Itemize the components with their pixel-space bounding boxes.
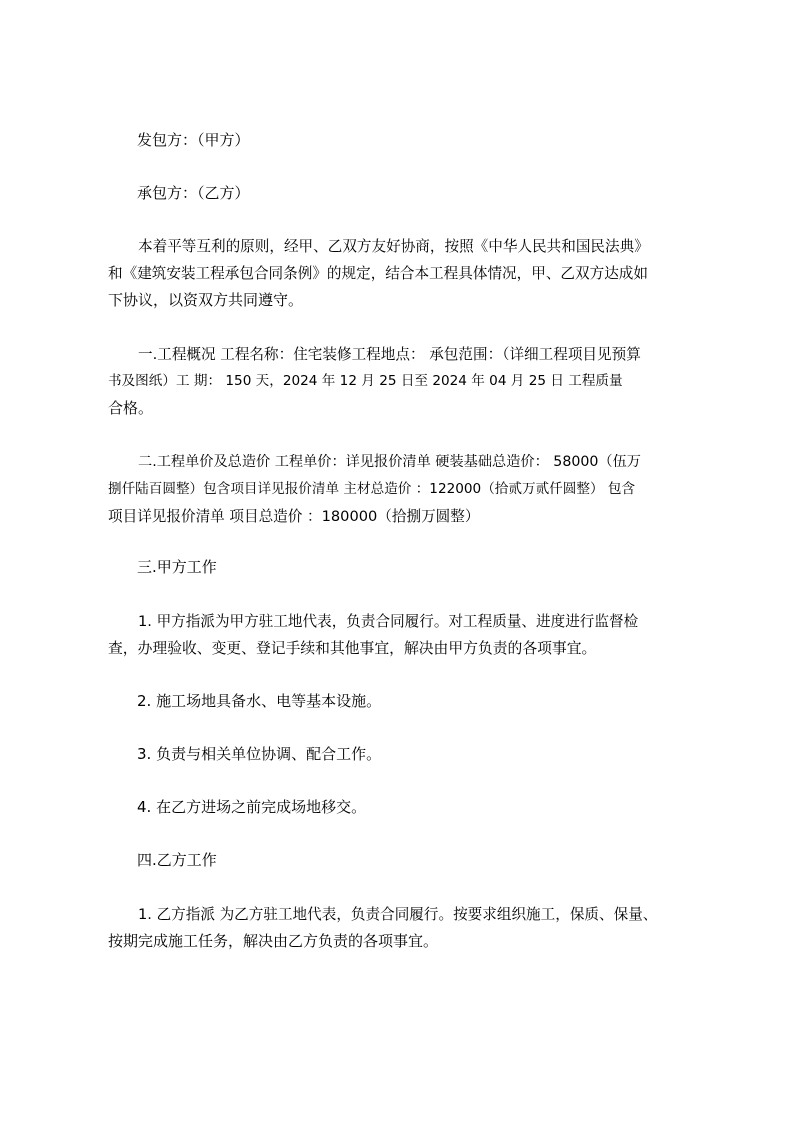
contractor-text: 承包方：（乙方） <box>137 184 250 202</box>
section-2-line-3: 项目详见报价清单 项目总造价 ：180000（拾捌万圆整） <box>108 508 480 525</box>
section-1-line-1: 一.工程概况 工程名称：住宅装修工程地点： 承包范围：（详细工程项目见预算 <box>138 346 641 363</box>
section-1-line-2: 书及图纸）工 期： 150 天，2024 年 12 月 25 日至 2024 年 04 月 25 日 工程质量 <box>108 373 623 389</box>
preamble-paragraph <box>108 233 698 314</box>
employer-line <box>137 127 737 154</box>
section-1-line-3: 合格。 <box>108 399 154 417</box>
section-3-item-1-line-1: 1. 甲方指派为甲方驻工地代表，负责合同履行。对工程质量、进度进行监督检 <box>138 613 639 630</box>
section-2-line-1: 二.工程单价及总造价 工程单价：详见报价清单 硬装基础总造价： 58000（伍万 <box>138 454 641 470</box>
section-4-item-1 <box>108 901 708 955</box>
section-3-item-1-line-2: 查，办理验收、变更、登记手续和其他事宜，解决由甲方负责的各项事宜。 <box>108 640 597 657</box>
preamble-line-2: 和《建筑安装工程承包合同条例》的规定，结合本工程具体情况，甲、乙双方达成如 <box>108 265 648 282</box>
contractor-line <box>137 180 737 207</box>
section-3-item-3 <box>137 741 737 768</box>
section-4-item-1-line-2: 按期完成施工任务，解决由乙方负责的各项事宜。 <box>108 932 439 950</box>
section-4-heading <box>137 847 737 874</box>
section-3-item-4 <box>137 794 737 821</box>
section-2-pricing <box>108 449 698 530</box>
section-3-heading-text: 三.甲方工作 <box>137 558 217 576</box>
preamble-line-3: 下协议，以资双方共同遵守。 <box>108 291 304 309</box>
section-3-item-2 <box>137 688 737 715</box>
section-4-item-1-line-1: 1. 乙方指派 为乙方驻工地代表，负责合同履行。按要求组织施工，保质、保量、 <box>138 906 658 923</box>
section-3-item-3-text: 3. 负责与相关单位协调、配合工作。 <box>137 745 382 763</box>
section-3-heading <box>137 554 737 581</box>
section-4-heading-text: 四.乙方工作 <box>137 851 217 869</box>
employer-text: 发包方：（甲方） <box>137 131 250 149</box>
section-3-item-1 <box>108 608 698 662</box>
section-3-item-4-text: 4. 在乙方进场之前完成场地移交。 <box>137 798 367 816</box>
section-3-item-2-text: 2. 施工场地具备水、电等基本设施。 <box>137 692 382 710</box>
section-2-line-2: 捌仟陆百圆整）包含项目详见报价清单 主材总造价 ：122000（拾贰万贰仟圆整） 包含 <box>108 481 636 497</box>
section-1-overview <box>108 341 698 422</box>
preamble-line-1: 本着平等互利的原则，经甲、乙双方友好协商，按照《中华人民共和国民法典》 <box>138 238 649 255</box>
